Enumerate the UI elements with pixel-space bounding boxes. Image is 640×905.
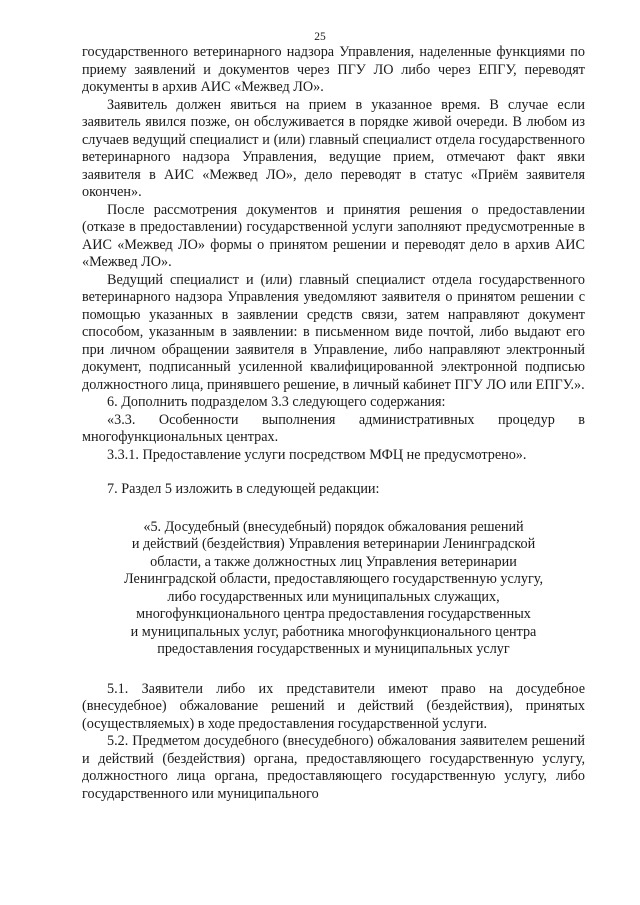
paragraph-notification: Ведущий специалист и (или) главный специалист отдела государственного ветеринарного надзора Управления уведомляют заявителя о принятом решении с помощью указанных в заявлении средств связи, затем направляют документ способом, указанным в заявлении: в письменном виде почтой, либо выдают его при личном обращении заявителя в Управление, либо направляют электронный документ, подписанный усиленной квалифицированной электронной подписью должностного лица, принявшего решение, в личный кабинет ПГУ ЛО или ЕПГУ.». bbox=[82, 271, 585, 393]
title-line: многофункционального центра предоставления государственных bbox=[136, 606, 531, 622]
title-line: и действий (бездействия) Управления ветеринарии Ленинградской bbox=[131, 536, 536, 552]
title-line: Ленинградской области, предоставляющего государственную услугу, bbox=[124, 571, 543, 587]
page-number: 25 bbox=[314, 31, 326, 43]
paragraph-subsection-3-3: «3.3. Особенности выполнения административных процедур в многофункциональных центрах. bbox=[82, 411, 585, 445]
title-line: либо государственных или муниципальных служащих, bbox=[167, 588, 500, 605]
section-5-title bbox=[82, 519, 585, 659]
paragraph-item-7: 7. Раздел 5 изложить в следующей редакции: bbox=[107, 481, 380, 497]
paragraph-3-3-1: 3.3.1. Предоставление услуги посредством МФЦ не предусмотрено». bbox=[107, 446, 527, 463]
document-body bbox=[82, 44, 585, 803]
paragraph-item-6: 6. Дополнить подразделом 3.3 следующего содержания: bbox=[107, 394, 446, 410]
paragraph-decision-forms: После рассмотрения документов и принятия решения о предоставлении (отказе в предоставлении) государственной услуги заполняют предусмотренные в АИС «Межвед ЛО» формы о принятом решении и переводят дело в архив АИС «Межвед ЛО». bbox=[82, 201, 585, 270]
title-line: области, а также должностных лиц Управления ветеринарии bbox=[150, 553, 517, 570]
paragraph-5-2: 5.2. Предметом досудебного (внесудебного) обжалования заявителем решений и действий (бездействия) органа, предоставляющего государственную услугу, должностного лица органа, предоставляющего государственную услугу, либо государственного или муниципального bbox=[82, 733, 585, 802]
title-line: предоставления государственных и муниципальных услуг bbox=[157, 641, 510, 657]
paragraph-5-1: 5.1. Заявители либо их представители имеют право на досудебное (внесудебное) обжалование решений и действий (бездействия), принятых (осуществляемых) в ходе предоставления государственной услуги. bbox=[82, 680, 585, 732]
title-line: «5. Досудебный (внесудебный) порядок обжалования решений bbox=[143, 518, 524, 535]
paragraph-archive-transfer: государственного ветеринарного надзора Управления, наделенные функциями по приему заявлений и документов через ПГУ ЛО либо через ЕПГУ, переводят документы в архив АИС «Межвед ЛО». bbox=[82, 44, 585, 95]
title-line: и муниципальных услуг, работника многофункционального центра bbox=[130, 623, 537, 640]
paragraph-applicant-arrival: Заявитель должен явиться на прием в указанное время. В случае если заявитель явился позже, он обслуживается в порядке живой очереди. В любом из случаев ведущий специалист и (или) главный специалист отдела государственного ветеринарного надзора Управления, ведущие прием, отмечают факт явки заявителя в АИС «Межвед ЛО», дело переводят в статус «Приём заявителя окончен». bbox=[82, 96, 585, 200]
